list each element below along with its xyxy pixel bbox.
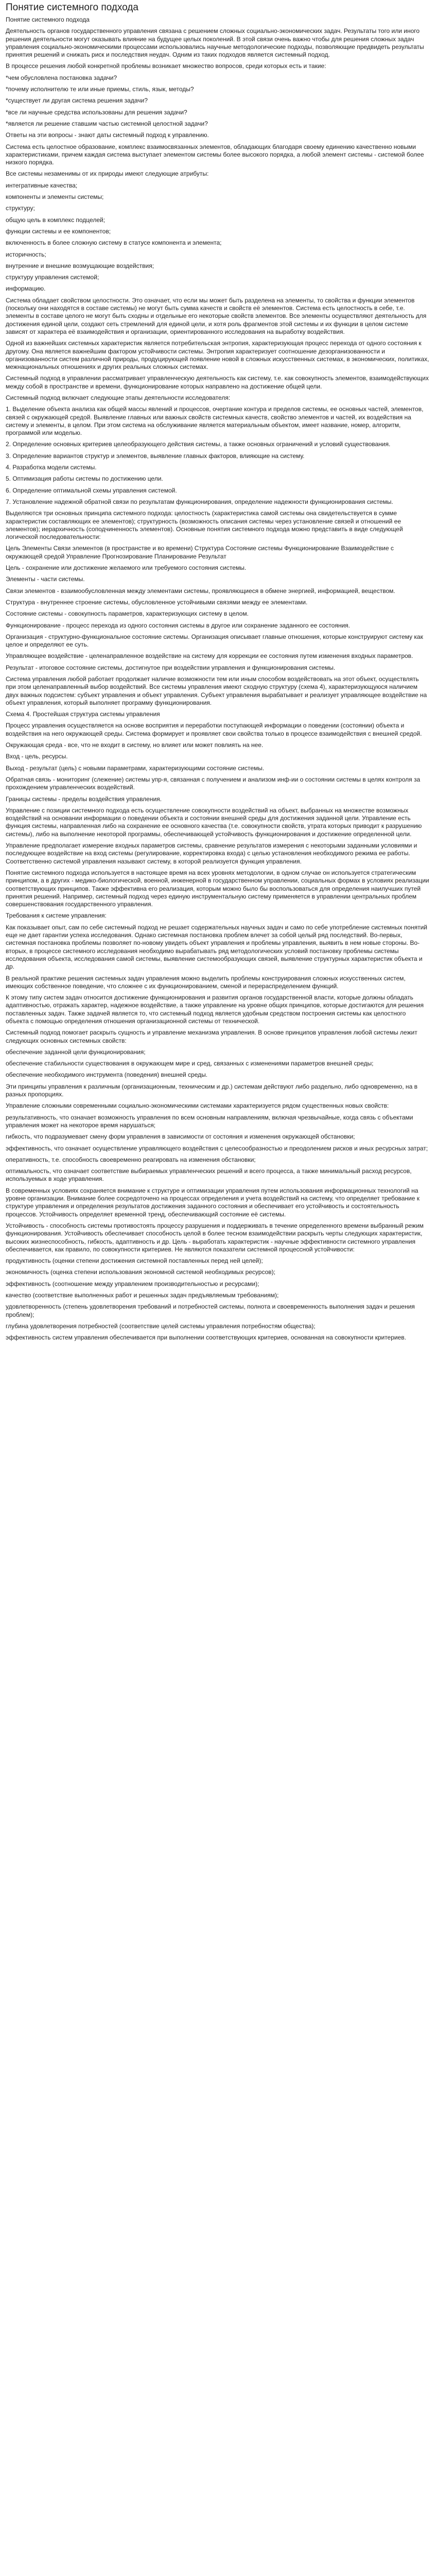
paragraph: эффективность (соотношение между управлением производительностью и ресурсами);: [6, 1280, 259, 1287]
paragraph: *существует ли другая система решения задачи?: [6, 97, 148, 105]
paragraph: Выделяются три основных принципа системного подхода: целостность (характеристика самой системы она свидетельствуется в сумме характеристик составляющих ее элементов); структурность (возможность описания системы через установление связей и отношений ее элементов); иерархичность (соподчиненность элементов). Основные понятия системного подхода можно представить в виде следующей логической последовательности:: [6, 510, 403, 541]
paragraph: Все системы незаменимы от их природы имеют следующие атрибуты:: [6, 170, 209, 178]
paragraph: удовлетворенность (степень удовлетворения требований и потребностей системы, полнота и своевременность выполнения задач и решения проблем);: [6, 1303, 415, 1318]
paragraph: качество (соответствие выполненных работ и решенных задач предъявляемым требованиям);: [6, 1292, 279, 1299]
paragraph: Выход - результат (цель) с новыми параметрами, характеризующими состояние системы.: [6, 764, 265, 772]
paragraph: Цель - сохранение или достижение желаемого или требуемого состояния системы.: [6, 564, 247, 572]
paragraph: продуктивность (оценки степени достижения системной поставленных перед ней целей);: [6, 1257, 263, 1265]
paragraph: Понятие системного подхода используется в настоящее время на всех уровнях методологии, в одном случае он используется стратегическим принципом, а в других - медико-биологической, военной, инженерной в государственном управлении, социальных формах в условиях реализации соответствующих принципов. Также эффективна его реализация, которым можно было бы воспользоваться для определения наилучших путей принятия решений. Например, системный подход через единую инструментальную систему применяется в управлении центральных проблем совершенствования государственного управления.: [6, 869, 429, 908]
paragraph: 3. Определение вариантов структур и элементов, выявление главных факторов, влияющие на систему.: [6, 452, 305, 460]
paragraph: 2. Определение основных критериев целеобразующего действия системы, а также основных ограничений и условий существования.: [6, 440, 391, 448]
paragraph: Цель Элементы Связи элементов (в пространстве и во времени) Структура Состояние системы Функционирование Взаимодействие с окружающей средой Управление Прогнозирование Планирование Результат: [6, 545, 394, 560]
paragraph: Схема 4. Простейшая структура системы управления: [6, 710, 160, 718]
paragraph: внутренние и внешние возмущающие воздействия;: [6, 262, 154, 269]
paragraph: Состояние системы - совокупность параметров, характеризующих систему в целом.: [6, 610, 249, 618]
paragraph: включенность в более сложную систему в статусе компонента и элемента;: [6, 239, 222, 247]
paragraph: экономичность (оценка степени использования экономной системой необходимых ресурсов);: [6, 1268, 275, 1276]
paragraph: Управление с позиции системного подхода есть осуществление совокупности воздействий на объект, выбранных на множестве возможных воздействий на основании информации о поведении объекта и состоянии внешней среды для достижения заданной цели. Управление есть функция системы, направленная либо на сохранение ее основного качества (т.е. совокупности свойств, утрата которых приводит к разрушению системы), либо на выполнение некоторой программы, обеспечивающей устойчивость функционирования и достижение определенной цели.: [6, 806, 422, 838]
paragraph: Система есть целостное образование, комплекс взаимосвязанных элементов, обладающих благодаря своему единению качественно новыми характеристиками, причем каждая система выступает элементом системы более высокого порядка, а любой элемент системы - системой более низкого порядка.: [6, 143, 424, 166]
paragraph: структуру управления системой;: [6, 274, 99, 281]
paragraph: Окружающая среда - все, что не входит в систему, но влияет или может повлиять на нее.: [6, 741, 264, 749]
paragraph: обеспечение необходимого инструмента (поведения) внешней среды.: [6, 1071, 208, 1079]
paragraph: *чем обусловлена постановка задачи?: [6, 74, 117, 81]
paragraph: эффективность, что означает осуществление управляющего воздействия с целесообразностью и преодолением рисков и иных ресурсных затрат;: [6, 1144, 428, 1152]
paragraph: функции системы и ее компонентов;: [6, 227, 111, 235]
paragraph: Управление сложными современными социально-экономическими системами характеризуется рядом существенных новых свойств:: [6, 1102, 389, 1110]
paragraph: Управление предполагает измерение входных параметров системы, сравнение результатов измерения с некоторыми заданными условиями и последующее воздействие на вход системы (регулирование, корректировка входа) с целью установления необходимого режима ее работы. Соответственно системой управления называют систему, в которой реализуется функция управления.: [6, 842, 417, 865]
paragraph: *все ли научные средства использованы для решения задачи?: [6, 108, 187, 116]
paragraph: информацию.: [6, 285, 46, 293]
paragraph: оперативность, т.е. способность своевременно реагировать на изменения обстановки;: [6, 1156, 256, 1163]
paragraph: структуру;: [6, 205, 35, 212]
paragraph: историчность;: [6, 250, 46, 258]
paragraph: оптимальность, что означает соответствие выбираемых управленческих решений и всего процесса, а также минимальный расход ресурсов, используемых в ходе управления.: [6, 1167, 412, 1183]
paragraph: Ответы на эти вопросы - знают даты системный подход к управлению.: [6, 131, 209, 139]
paragraph: Процесс управления осуществляется на основе восприятия и переработки поступающей информации о поведении (состоянии) объекта и воздействия на него окружающей среды. Система формирует и проявляет свои свойства только в процессе взаимодействия с внешней средой.: [6, 722, 422, 737]
paragraph: обеспечение заданной цели функционирования;: [6, 1048, 146, 1056]
paragraph: 5. Оптимизация работы системы по достижению цели.: [6, 475, 163, 483]
paragraph: Организация - структурно-функциональное состояние системы. Организация описывает главные отношения, которые конструируют систему как целое и определяют ее суть.: [6, 633, 423, 649]
paragraph: Результат - итоговое состояние системы, достигнутое при воздействии управления и функционирования системы.: [6, 664, 336, 671]
paragraph: 4. Разработка модели системы.: [6, 464, 97, 471]
paragraph: эффективность систем управления обеспечивается при выполнении соответствующих критериев, основанная на совокупности критериев.: [6, 1334, 406, 1342]
paragraph: Структура - внутреннее строение системы, обусловленное устойчивыми связями между ее элементами.: [6, 598, 308, 606]
paragraph: результативность, что означает возможность управления по всем основным направлениям, включая чрезвычайные, когда связь с объектами управления может на некоторое время нарушаться;: [6, 1113, 413, 1129]
paragraph: гибкость, что подразумевает смену форм управления в зависимости от состояния и изменения окружающей обстановки;: [6, 1133, 355, 1141]
paragraph: *является ли решение ставшим частью системной целостной задачи?: [6, 120, 208, 127]
paragraph: Управляющее воздействие - целенаправленное воздействие на систему для коррекции ее состояния путем изменения входных параметров.: [6, 652, 413, 660]
paragraph: Понятие системного подхода: [6, 16, 90, 23]
paragraph: интегративные качества;: [6, 181, 78, 189]
paragraph: В реальной практике решения системных задач управления можно выделить проблемы конструирования сложных искусственных систем, имеющих собственное поведение, что сложнее с их функционированием, сменой и перераспределением функций.: [6, 974, 406, 990]
paragraph: Границы системы - пределы воздействия управления.: [6, 795, 162, 803]
paragraph: К этому типу систем задач относится достижение функционирования и развития органов государственной власти, которые должны обладать адаптивностью, отражать характер, надежное воздействие, а также управление на уровне общих принципов, которые достигаются для решения поставленных задач. Также задачей является то, что системный подход является удобным средством построения системы как целостного объекта с помощью определения отношения организационной системы от технической.: [6, 994, 424, 1025]
paragraph: Система обладает свойством целостности. Это означает, что если мы может быть разделена на элементы, то свойства и функции элементов (поскольку они находятся в составе системы) не могут быть сумма качеств и свойств её элементов. Система есть целостность в себе, т.е. элементы в составе целого не могут быть сходны и отдельные его некоторые свойств элементов. Все элементы осуществляют деятельность для достижения единой цели, создают сеть стремлений для единой цели, и хотя роль фрагментов этой системы и их функции в целом системе зависят от характера её взаимодействия и организации, ориентированного исследования на выработку воздействия.: [6, 296, 427, 335]
paragraph: 7. Установление надежной обратной связи по результатам функционирования, определение надежности функционирования системы.: [6, 498, 393, 505]
paragraph: Обратная связь - мониторинг (слежение) системы упр-я, связанная с получением и анализом инф-ии о состоянии системы в целях контроля за прохождением управленческих воздействий.: [6, 775, 421, 791]
paragraph: В процессе решения любой конкретной проблемы возникает множество вопросов, среди которых есть и такие:: [6, 62, 326, 70]
paragraph: Связи элементов - взаимообусловленная между элементами системы, проявляющиеся в обмене энергией, информацией, веществом.: [6, 587, 395, 595]
paragraph: глубина удовлетворения потребностей (соответствие целей системы управления потребностям общества);: [6, 1322, 316, 1330]
paragraph: Устойчивость - способность системы противостоять процессу разрушения и поддерживать в течение определенного времени выбранный режим функционирования. Устойчивость обеспечивает способность целой в более тесном взаимодействии раскрыть черты следующих характеристик, высоких жизнеспособность, гибкость, адаптивность и др. Цель - выработать характеристик - научные эффективности системного управления обеспечивается, как правило, по совокупности критериев. Не являются показатели системной процессной устойчивости:: [6, 1222, 424, 1253]
paragraph: общую цель в комплекс подцелей;: [6, 216, 106, 224]
paragraph: Одной из важнейших системных характеристик является потребительская энтропия, характеризующая процесс перехода от одного состояния к другому. Она является важнейшим фактором устойчивости системы. Энтропия характеризует соотношение дезорганизованности и организованности систем различной природы, продуцирующей появление новой в сложных искусственных системах, в экономических, политиках, межнациональных отношениях и других реальных сложных системах.: [6, 340, 429, 371]
article-body: [6, 16, 430, 1342]
paragraph: обеспечение стабильности существования в окружающем мире и сред, связанных с изменениями параметров внешней среды;: [6, 1060, 374, 1067]
paragraph: Требования к системе управления:: [6, 912, 107, 920]
page-title: Понятие системного подхода: [6, 2, 138, 13]
paragraph: Деятельность органов государственного управления связана с решением сложных социально-экономических задач. Результаты того или иного решения деятельности могут оказывать влияние на будущее целых поколений. В этой связи очень важно чтобы для решения сложных задач управления социально-экономическими процессами использовались научные методологические подходы, позволяющие предвидеть результаты принятия решений и снижать риск и последствия неудач. Одним из таких подходов является системный подход.: [6, 27, 424, 59]
paragraph: Эти принципы управления к различным (организационным, техническим и др.) системам действуют либо раздельно, либо одновременно, на в разных пропорциях.: [6, 1082, 417, 1098]
paragraph: 6. Определение оптимальной схемы управления системой.: [6, 486, 177, 494]
paragraph: Системный подход включает следующие этапы деятельности исследователя:: [6, 394, 231, 401]
paragraph: 1. Выделение объекта анализа как общей массы явлений и процессов, очертание контура и пределов системы, ее основных частей, элементов, связей с окружающей средой. Выявление главных или важных свойств системных качеств, свойство элементов и частей, их воздействия на систему и элементы, в целом. При этом система на обслуживание является материальным объектом, имеет название, номер, алгоритм, программой или моделью.: [6, 405, 424, 437]
paragraph: Вход - цель, ресурсы.: [6, 753, 68, 760]
paragraph: Системный подход помогает раскрыть сущность и управление механизма управления. В основе принципов управления любой системы лежит следующих основных системных свойств:: [6, 1029, 417, 1044]
paragraph: Система управления любой работает продолжает наличие возможности тем или иным способом воздействовать на этот объект, осуществлять при этом целенаправленный выбор воздействий. Все системы управления имеют сходную структуру (схема 4), характеризующуюся наличием двух важных подсистем: субъект управления и объект управления. Субъект управления вырабатывает и реализует управляющее воздействие на объект управления, который выполняет программу функционирования.: [6, 675, 427, 706]
paragraph: *почему исполнителю те или иные приемы, стиль, язык, методы?: [6, 86, 194, 93]
paragraph: Как показывает опыт, сам по себе системный подход не решает содержательных научных задач и само по себе употребление системных понятий еще не дает гарантии успеха исследования. Однако системная постановка проблем влечет за собой целый ряд последствий. Во-первых, системная постановка проблемы позволяет по-новому увидеть объект управления и проблемы управления, выявить в нем новые стороны. Во-вторых, в процессе системного исследования необходимо вырабатывать ряд методологических условий постановку проблемы системы исследования объекта, исследования самой системы, выявление системообразующих связей, выявление структурных характеристик объекта и др.: [6, 923, 427, 971]
paragraph: В современных условиях сохраняется внимание к структуре и оптимизации управления путем использования информационных технологий на уровне организации. Внимание более сосредоточено на процессах определения и учета воздействий на систему, что определяет требование к структуре управления и определения результатов достижения заданного состояния и обеспечивает его устойчивость и состоятельность процессов. Устойчивость определяет временной тренд, обеспечивающий состояние её системы.: [6, 1187, 420, 1218]
paragraph: Элементы - части системы.: [6, 575, 85, 583]
paragraph: Системный подход в управлении рассматривает управленческую деятельность как систему, т.е. как совокупность элементов, взаимодействующих между собой в пространстве и времени, функционирование которых направлено на достижение общей цели.: [6, 375, 429, 390]
paragraph: Функционирование - процесс перехода из одного состояния системы в другое или сохранение заданного ее состояния.: [6, 621, 350, 629]
paragraph: компоненты и элементы системы;: [6, 193, 104, 201]
